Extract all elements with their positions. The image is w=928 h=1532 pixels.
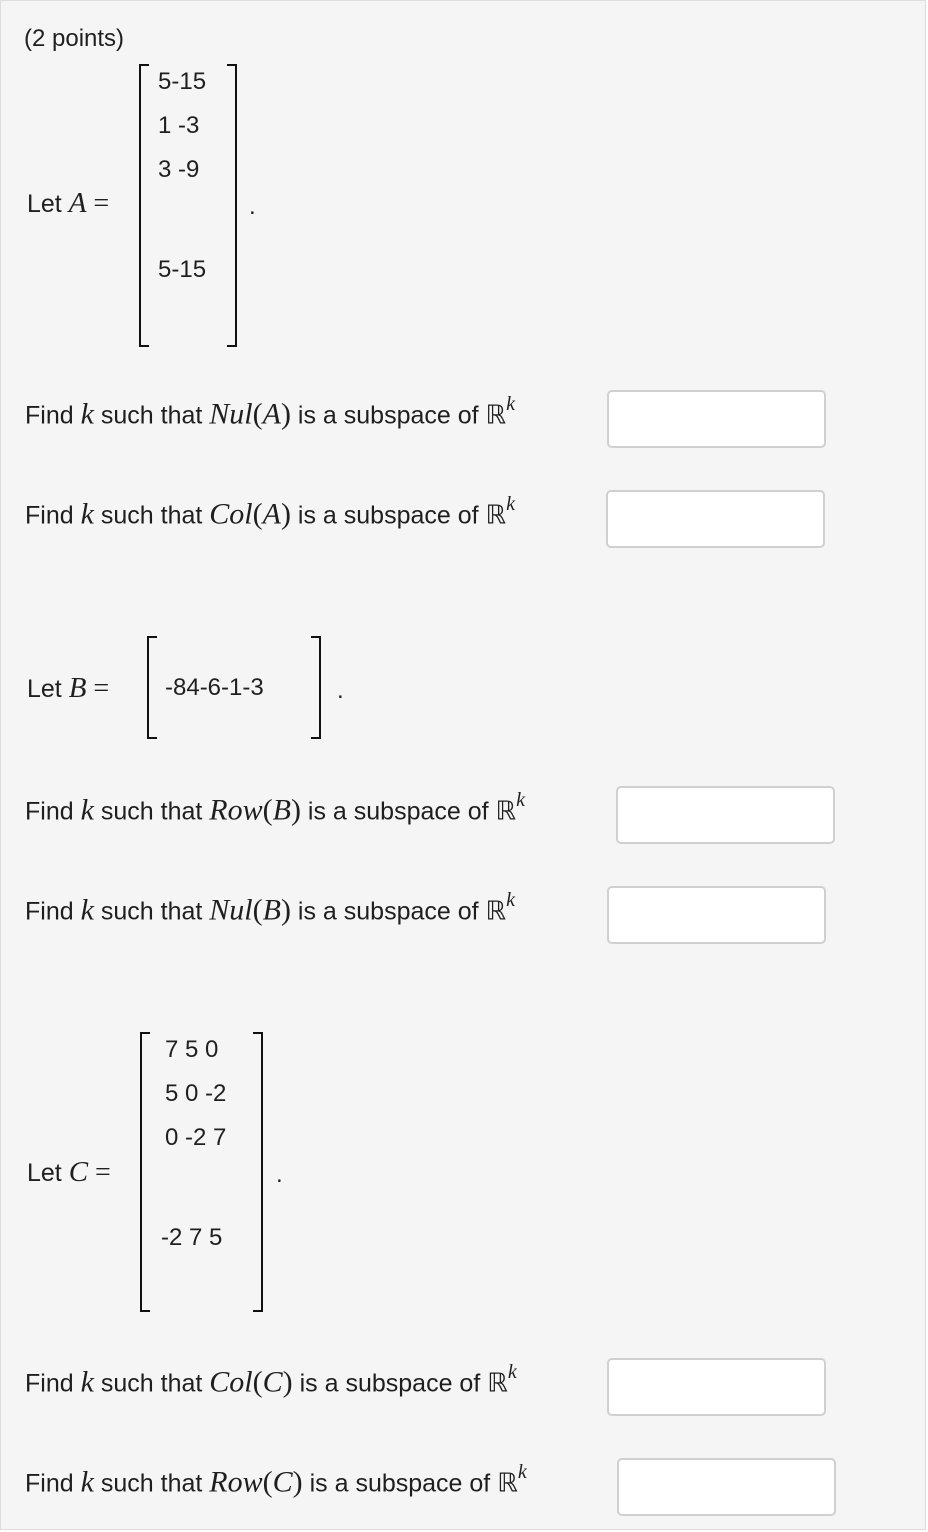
matrix-b-left-bracket (147, 636, 157, 739)
answer-nul-b-input[interactable] (607, 886, 826, 944)
question-col-a: Find k such that Col(A) is a subspace of ℝ$^k$ (25, 493, 516, 531)
matrix-a-var: A (68, 187, 87, 219)
answer-row-b-input[interactable] (616, 786, 835, 844)
real-numbers-symbol: ℝ (497, 1468, 518, 1499)
let-text: Let (27, 1159, 62, 1187)
let-text: Let (27, 675, 62, 703)
matrix-a-row: 3 -9 (158, 156, 200, 183)
question-col-c: Find k such that Col(C) is a subspace of ℝ$^k$ (25, 1361, 517, 1399)
matrix-c-row: 0 -2 7 (165, 1124, 227, 1151)
matrix-c-left-bracket (140, 1032, 150, 1312)
matrix-a-period: . (249, 193, 256, 220)
let-text: Let (27, 190, 62, 218)
matrix-c-row: -2 7 5 (161, 1224, 223, 1251)
matrix-c-period: . (276, 1161, 283, 1188)
real-numbers-symbol: ℝ (495, 796, 517, 827)
matrix-b-period: . (337, 677, 344, 704)
matrix-c-row: 5 0 -2 (165, 1080, 227, 1107)
let-a-label (27, 187, 109, 220)
matrix-c-row: 7 5 0 (165, 1036, 219, 1063)
let-b-label (27, 672, 109, 705)
question-nul-a: Find k such that Nul(A) is a subspace of ℝ$^k$ (25, 393, 516, 431)
answer-row-c-input[interactable] (617, 1458, 836, 1516)
real-numbers-symbol: ℝ (485, 500, 507, 531)
matrix-a-row: 5-15 (158, 256, 207, 283)
equals-sign: = (93, 673, 110, 704)
real-numbers-symbol: ℝ (485, 400, 507, 431)
matrix-b-row: -84-6-1-3 (165, 674, 264, 701)
answer-nul-a-input[interactable] (607, 390, 826, 448)
matrix-c-var: C (68, 1156, 89, 1188)
matrix-a-left-bracket (139, 64, 149, 347)
answer-col-a-input[interactable] (606, 490, 825, 548)
matrix-a-row: 5-15 (158, 68, 207, 95)
real-numbers-symbol: ℝ (485, 896, 507, 927)
question-nul-b: Find k such that Nul(B) is a subspace of ℝ$^k$ (25, 889, 516, 927)
matrix-a-row: 1 -3 (158, 112, 200, 139)
matrix-c-right-bracket (253, 1032, 263, 1312)
points-label: (2 points) (24, 25, 125, 52)
equals-sign: = (95, 1157, 111, 1188)
let-c-label (27, 1156, 111, 1189)
answer-col-c-input[interactable] (607, 1358, 826, 1416)
real-numbers-symbol: ℝ (487, 1368, 508, 1399)
matrix-a-right-bracket (227, 64, 237, 347)
question-row-b: Find k such that Row(B) is a subspace of ℝ$^k$ (25, 789, 526, 827)
equals-sign: = (93, 188, 110, 219)
matrix-b-var: B (68, 672, 87, 704)
matrix-b-right-bracket (311, 636, 321, 739)
question-row-c: Find k such that Row(C) is a subspace of ℝ$^k$ (25, 1461, 527, 1499)
